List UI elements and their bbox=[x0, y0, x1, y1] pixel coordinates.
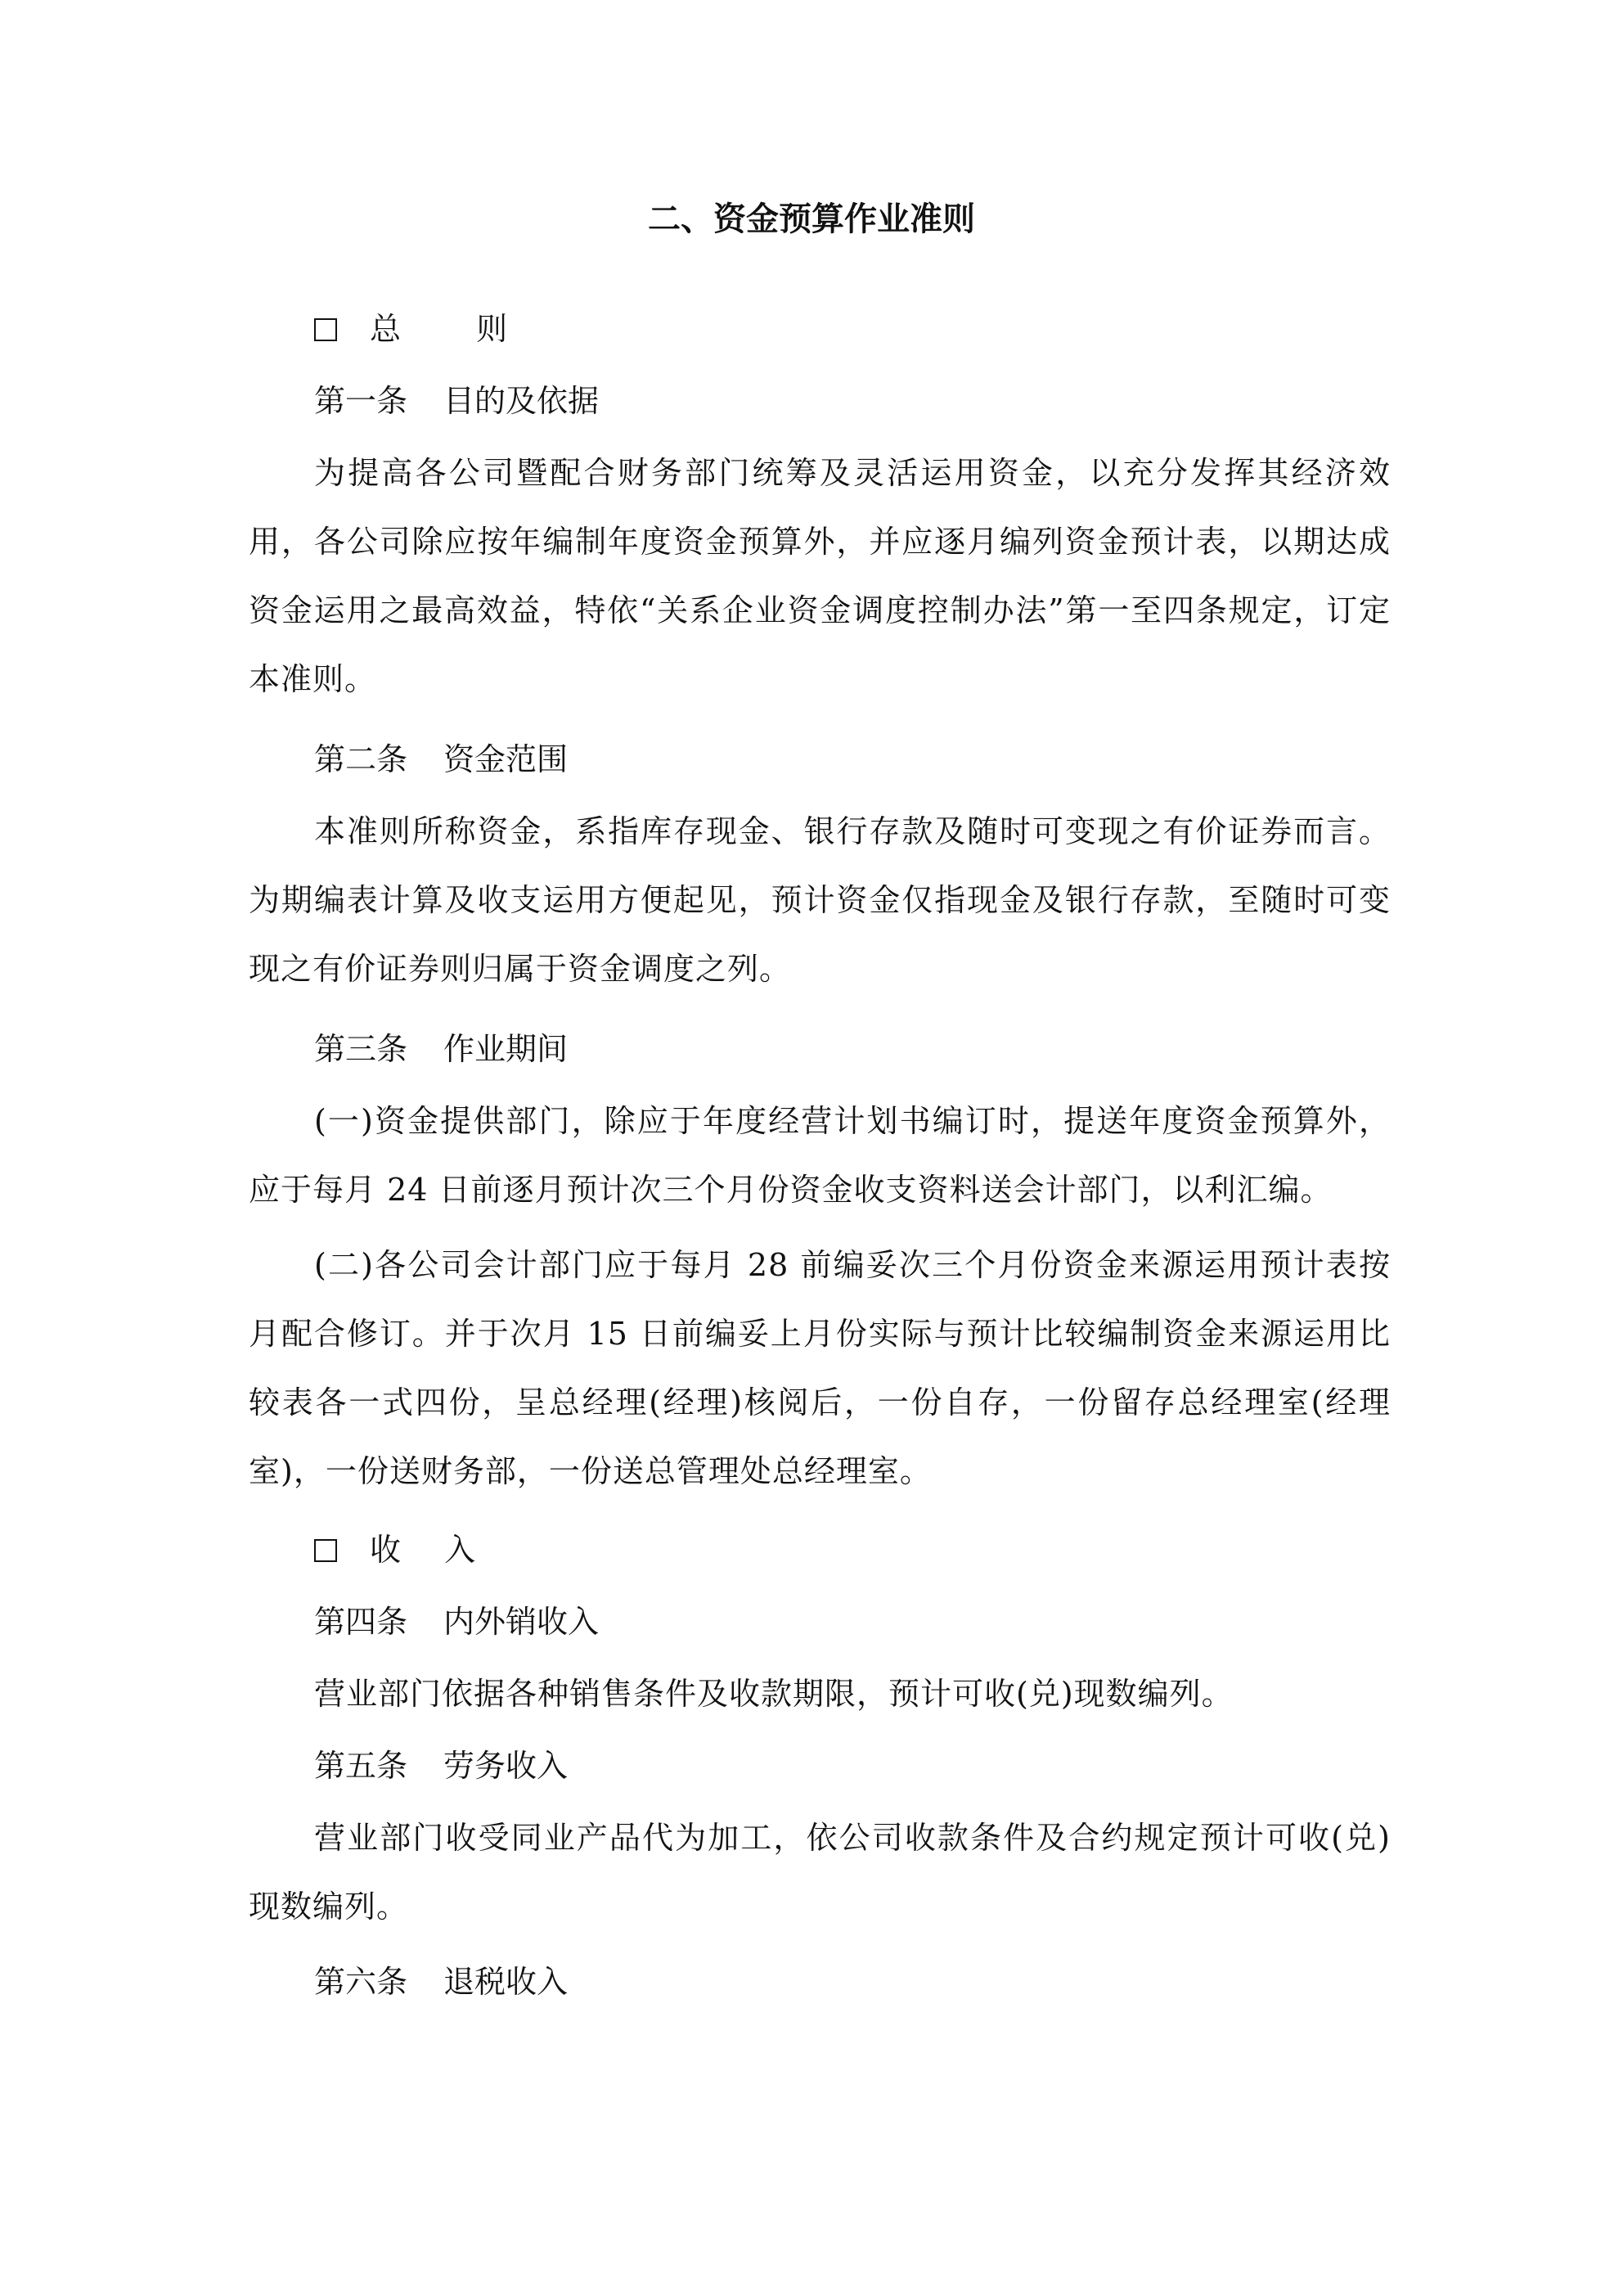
article-2-title: 资金范围 bbox=[443, 741, 569, 777]
section-general-heading bbox=[314, 295, 508, 363]
article-6-heading bbox=[314, 1947, 568, 2016]
article-2-heading bbox=[314, 725, 568, 794]
paragraph-1: 为提高各公司暨配合财务部门统筹及灵活运用资金，以充分发挥其经济效用，各公司除应按年编制年度资金预算外，并应逐月编列资金预计表，以期达成资金运用之最高效益，特依“关系企业资金调度控制办法”第一至四条规定，订定本准则。 bbox=[249, 455, 1391, 697]
paragraph-4: 营业部门依据各种销售条件及收款期限，预计可收(兑)现数编列。 bbox=[314, 1676, 1234, 1712]
paragraph-2: 本准则所称资金，系指库存现金、银行存款及随时可变现之有价证券而言。为期编表计算及收支运用方便起见，预计资金仅指现金及银行存款，至随时可变现之有价证券则归属于资金调度之列。 bbox=[249, 813, 1391, 987]
article-4-title: 内外销收入 bbox=[443, 1604, 600, 1640]
article-1-title: 目的及依据 bbox=[443, 383, 600, 419]
paragraph-3a: (一)资金提供部门，除应于年度经营计划书编订时，提送年度资金预算外，应于每月 24 日前逐月预计次三个月份资金收支资料送会计部门，以利汇编。 bbox=[249, 1103, 1391, 1208]
article-5-number: 第五条 bbox=[314, 1748, 408, 1784]
article-3-title: 作业期间 bbox=[443, 1031, 569, 1067]
article-6-number: 第六条 bbox=[314, 1964, 408, 2000]
paragraph-5: 营业部门收受同业产品代为加工，依公司收款条件及合约规定预计可收(兑)现数编列。 bbox=[249, 1820, 1391, 1925]
section-income-label: 收 入 bbox=[370, 1532, 477, 1568]
paragraph-3b: (二)各公司会计部门应于每月 28 前编妥次三个月份资金来源运用预计表按月配合修订。并于次月 15 日前编妥上月份实际与预计比较编制资金来源运用比较表各一式四份，呈总经理(经理)核阅后，一份自存，一份留存总经理室(经理室)，一份送财务部，一份送总管理处总经理室。 bbox=[249, 1247, 1391, 1489]
article-6-title: 退税收入 bbox=[443, 1964, 569, 2000]
article-4-heading bbox=[314, 1587, 599, 1656]
article-2-number: 第二条 bbox=[314, 741, 408, 777]
checkbox-icon bbox=[314, 318, 337, 341]
document-title: 二、资金预算作业准则 bbox=[648, 200, 975, 238]
section-general-label: 总 则 bbox=[370, 311, 509, 347]
article-4-number: 第四条 bbox=[314, 1604, 408, 1640]
checkbox-icon bbox=[314, 1539, 337, 1562]
article-3-number: 第三条 bbox=[314, 1031, 408, 1067]
article-1-number: 第一条 bbox=[314, 383, 408, 419]
article-3-heading bbox=[314, 1015, 568, 1083]
article-5-heading bbox=[314, 1731, 568, 1800]
article-5-title: 劳务收入 bbox=[443, 1748, 569, 1784]
article-1-heading bbox=[314, 367, 599, 435]
section-income-heading bbox=[314, 1515, 476, 1584]
